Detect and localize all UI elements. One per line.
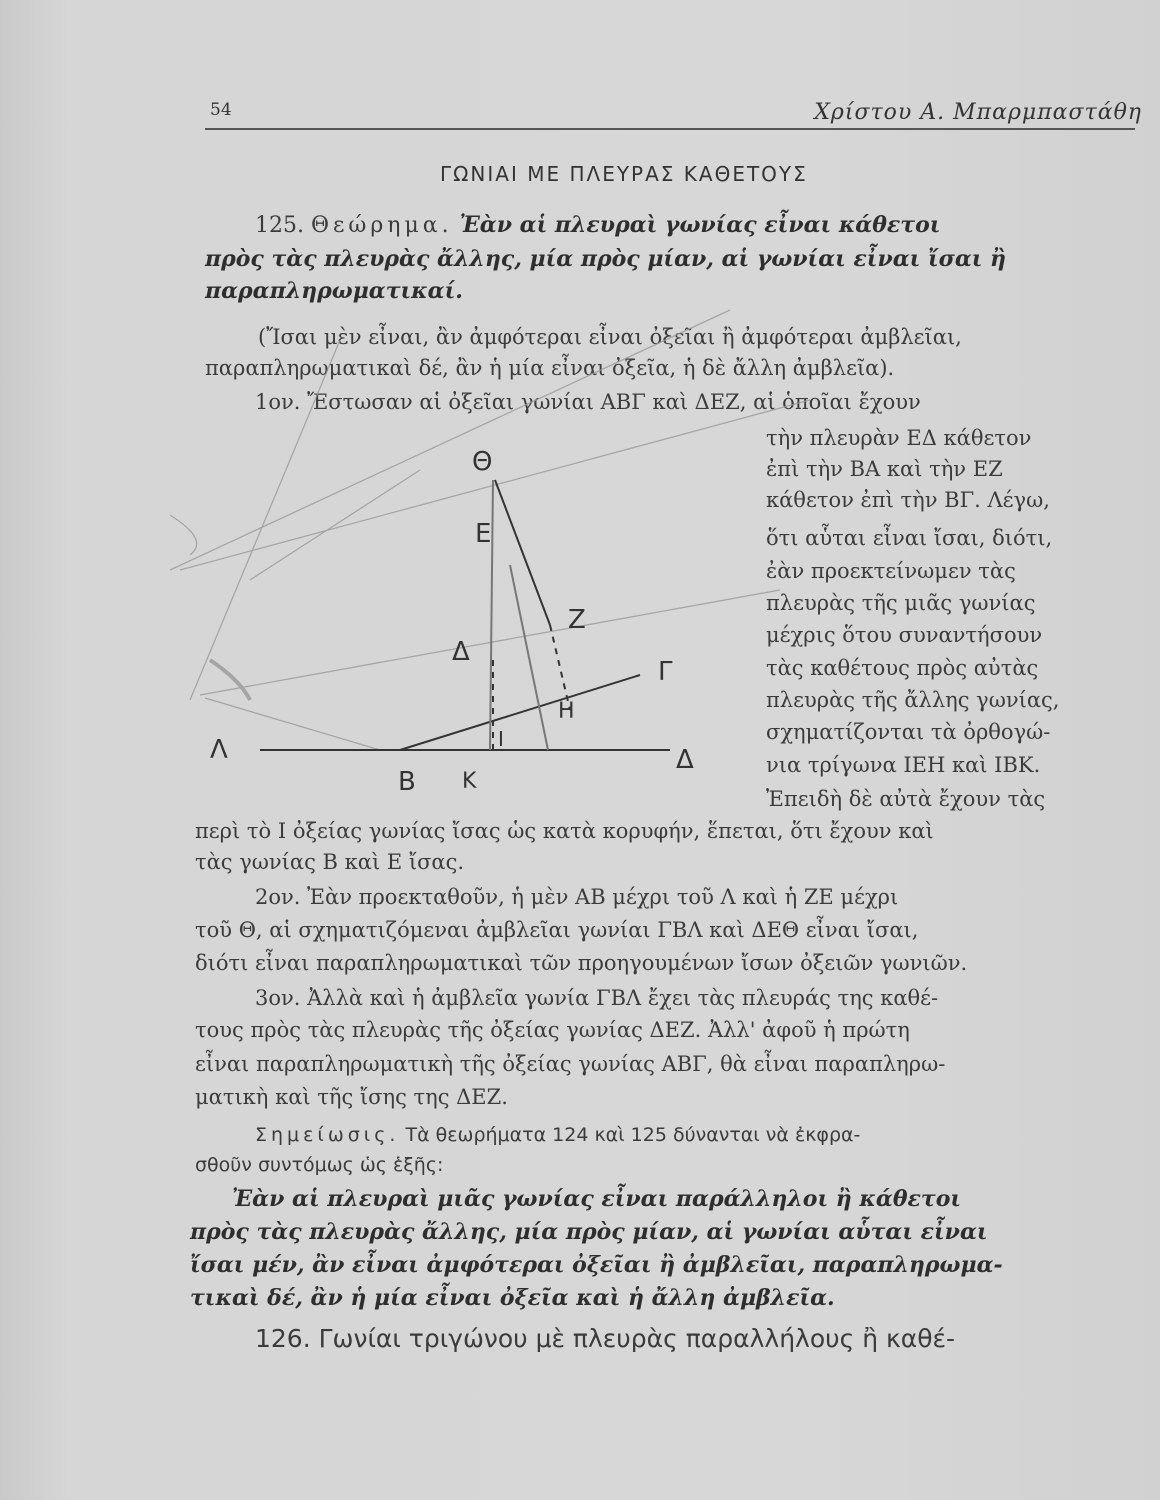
proof-tail-1: περὶ τὸ Ι ὀξείας γωνίας ἴσας ὡς κατὰ κορυφήν, ἕπεται, ὅτι ἔχουν καὶ (195, 819, 934, 843)
theorem-number: 125. (255, 213, 304, 238)
line-ZH-dashed (550, 625, 570, 710)
pencil-line-6 (250, 470, 420, 580)
next-section-heading: 126. Γωνίαι τριγώνου μὲ πλευρὰς παραλλήλους ἢ καθέ- (255, 1324, 956, 1353)
label-delta-lower: Δ (676, 745, 694, 775)
running-title: Χρίστου Α. Μπαρμπαστάθη (814, 100, 1142, 125)
header-rule (205, 128, 1135, 130)
proof-part3-3: εἶναι παραπληρωματικὴ τῆς ὀξείας γωνίας ΑΒΓ, θὰ εἶναι παραπληρω- (195, 1052, 946, 1076)
label-lambda: Λ (210, 735, 228, 765)
proof-col-1: τὴν πλευρὰν ΕΔ κάθετον (766, 426, 1032, 450)
label-theta: Θ (472, 447, 493, 477)
remark-intro: Τὰ θεωρήματα 124 καὶ 125 δύνανται νὰ ἐκφρα- (405, 1124, 861, 1146)
proof-col-6: πλευρὰς τῆς μιᾶς γωνίας (766, 591, 1036, 615)
label-beta: Β (398, 767, 416, 797)
label-iota: Ι (498, 727, 504, 751)
proof-col-11: νια τρίγωνα ΙΕΗ καὶ ΙΒΚ. (766, 753, 1041, 777)
theorem-note-1: (Ἴσαι μὲν εἶναι, ἂν ἀμφότεραι εἶναι ὀξεῖαι ἢ ἀμφότεραι ἀμβλεῖαι, (258, 325, 962, 349)
proof-part3-1: 3ον. Ἀλλὰ καὶ ἡ ἀμβλεῖα γωνία ΓΒΛ ἔχει τὰς πλευράς της καθέ- (255, 986, 939, 1010)
label-zeta: Ζ (568, 605, 586, 635)
remark-line-1 (255, 1120, 860, 1150)
remark-statement-1: Ἐὰν αἱ πλευραὶ μιᾶς γωνίας εἶναι παράλληλοι ἢ κάθετοι (232, 1186, 962, 1212)
pencil-arc-1 (170, 515, 197, 555)
proof-col-7: μέχρις ὅτου συναντήσουν (766, 623, 1043, 647)
label-gamma: Γ (658, 657, 673, 687)
proof-part2-3: διότι εἶναι παραπληρωματικαὶ τῶν προηγουμένων ἴσων ὀξειῶν γωνιῶν. (195, 951, 968, 975)
pencil-line-4 (205, 698, 380, 750)
line-BG (400, 675, 640, 750)
remark-statement-2: πρὸς τὰς πλευρὰς ἄλλης, μία πρὸς μίαν, αἱ γωνίαι αὗται εἶναι (190, 1219, 988, 1245)
theorem-statement-2: πρὸς τὰς πλευρὰς ἄλλης, μία πρὸς μίαν, αἱ γωνίαι εἶναι ἴσαι ἢ (205, 246, 1007, 272)
proof-col-12: Ἐπειδὴ δὲ αὐτὰ ἔχουν τὰς (766, 787, 1046, 811)
remark-line-2: σθοῦν συντόμως ὡς ἑξῆς: (195, 1154, 444, 1176)
remark-statement-4: τικαὶ δέ, ἂν ἡ μία εἶναι ὀξεῖα καὶ ἡ ἄλλη ἀμβλεῖα. (190, 1285, 835, 1311)
remark-label: Σημείωσις. (255, 1124, 400, 1146)
theorem-statement-3: παραπληρωματικαί. (205, 278, 463, 304)
proof-col-5: ἐὰν προεκτείνωμεν τὰς (766, 559, 1016, 583)
line-EZ (495, 480, 550, 625)
theorem-statement-1: Ἐὰν αἱ πλευραὶ γωνίας εἶναι κάθετοι (459, 212, 941, 238)
proof-col-8: τὰς καθέτους πρὸς αὐτὰς (766, 656, 1039, 680)
proof-tail-2: τὰς γωνίας Β καὶ Ε ἴσας. (195, 850, 465, 874)
proof-col-4: ὅτι αὗται εἶναι ἴσαι, διότι, (766, 526, 1053, 550)
label-kappa: Κ (462, 769, 477, 794)
proof-col-3: κάθετον ἐπὶ τὴν ΒΓ. Λέγω, (766, 488, 1050, 512)
proof-part2-1: 2ον. Ἐὰν προεκταθοῦν, ἡ μὲν ΑΒ μέχρι τοῦ Λ καὶ ἡ ΖΕ μέχρι (255, 885, 899, 909)
theorem-note-2: παραπληρωματικαὶ δέ, ἂν ἡ μία εἶναι ὀξεῖα, ἡ δὲ ἄλλη ἀμβλεῖα). (205, 356, 895, 380)
geometry-figure (170, 280, 1150, 840)
label-delta-upper: Δ (452, 637, 470, 667)
proof-col-10: σχηματίζονται τὰ ὀρθογώ- (766, 720, 1051, 744)
page-number: 54 (210, 100, 232, 120)
theorem-line-1 (255, 210, 940, 241)
pencil-arc-2 (210, 660, 250, 700)
section-heading: ΓΩΝΙΑΙ ΜΕ ΠΛΕΥΡΑΣ ΚΑΘΕΤΟΥΣ (440, 162, 808, 186)
label-eta: Η (558, 699, 575, 724)
pencil-line-2 (180, 400, 810, 570)
proof-part1-first: 1ον. Ἔστωσαν αἱ ὀξεῖαι γωνίαι ΑΒΓ καὶ ΔΕΖ, αἱ ὁποῖαι ἔχουν (255, 390, 921, 414)
line-EK (510, 565, 548, 750)
proof-part3-4: ματικὴ καὶ τῆς ἴσης της ΔΕΖ. (195, 1085, 508, 1109)
proof-part3-2: τους πρὸς τὰς πλευρὰς τῆς ὀξείας γωνίας ΔΕΖ. Ἀλλ' ἀφοῦ ἡ πρώτη (195, 1018, 910, 1042)
proof-col-2: ἐπὶ τὴν ΒΑ καὶ τὴν ΕΖ (766, 457, 1003, 481)
pencil-line-1 (170, 310, 730, 570)
remark-statement-3: ἴσαι μέν, ἂν εἶναι ἀμφότεραι ὀξεῖαι ἢ ἀμβλεῖαι, παραπληρωμα- (190, 1252, 1003, 1278)
theorem-label: Θεώρημα. (310, 213, 453, 238)
proof-part2-2: τοῦ Θ, αἱ σχηματιζόμεναι ἀμβλεῖαι γωνίαι ΓΒΛ καὶ ΔΕΘ εἶναι ἴσαι, (195, 918, 919, 942)
pencil-line-5 (190, 340, 340, 700)
proof-col-9: πλευρὰς τῆς ἄλλης γωνίας, (766, 688, 1060, 712)
label-epsilon: Ε (475, 519, 492, 549)
